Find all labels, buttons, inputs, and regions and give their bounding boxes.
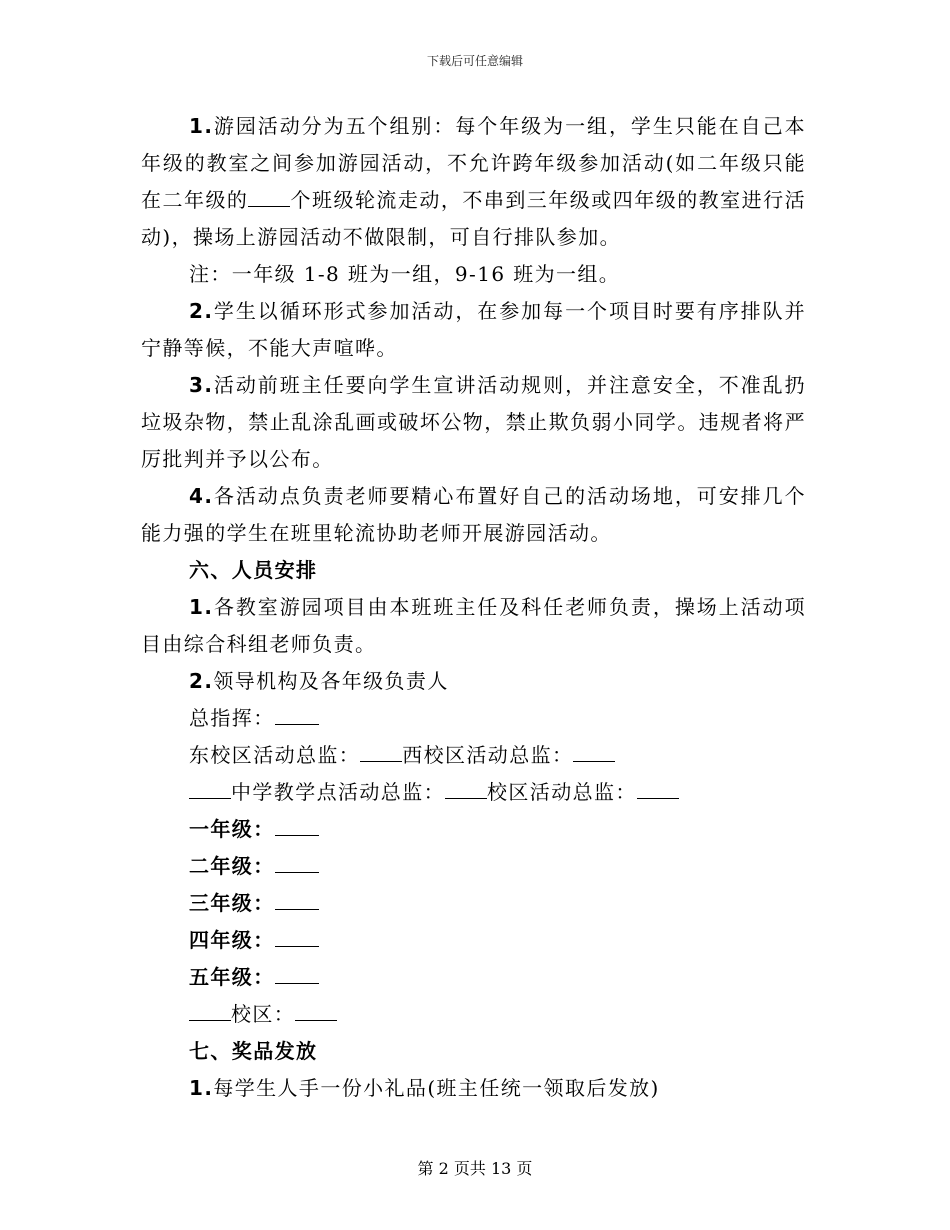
- rule-1-text-a: 游园活动分为五个组别：每个年级为一组，学生只能在自己本年级的教室之间参加游园活动，不允许跨年级参加活动(如二年级只能在二年级的: [141, 114, 806, 212]
- blank-line: [248, 184, 290, 207]
- s7-1-number: 1.: [189, 1076, 214, 1100]
- rule-1-text-b: 个班级轮流走动，不串到三年级或四年级的教室进行活动)，操场上游园活动不做限制，可自行排队参加。: [141, 188, 806, 249]
- rule-paragraph-3: [141, 367, 806, 478]
- campus-supervisors-line: [189, 737, 615, 774]
- rule-paragraph-2: [141, 293, 806, 367]
- grade-label: 二年级：: [189, 854, 275, 878]
- blank-line: [275, 924, 319, 947]
- section-7-paragraph-1: [189, 1070, 660, 1107]
- grade-label: 五年级：: [189, 965, 275, 989]
- grade-line-2: [189, 848, 319, 885]
- commander-label: 总指挥：: [189, 706, 275, 730]
- s6-2-number: 2.: [189, 669, 214, 693]
- blank-line: [275, 850, 319, 873]
- rule-1-number: 1.: [189, 114, 214, 138]
- note-line: 注：一年级 1-8 班为一组，9-16 班为一组。: [189, 262, 621, 286]
- s7-1-text: 每学生人手一份小礼品(班主任统一领取后发放): [213, 1076, 660, 1100]
- rule-paragraph-4: [141, 478, 806, 552]
- campus-line: [189, 996, 337, 1033]
- east-campus-label: 东校区活动总监：: [189, 743, 361, 767]
- grade-line-4: [189, 922, 319, 959]
- grade-label: 一年级：: [189, 817, 275, 841]
- blank-line: [295, 998, 337, 1021]
- blank-line: [275, 813, 319, 836]
- blank-line: [189, 776, 231, 799]
- rule-3-text: 活动前班主任要向学生宣讲活动规则，并注意安全，不准乱扔垃圾杂物，禁止乱涂乱画或破坏公物，禁止欺负弱小同学。违规者将严厉批判并予以公布。: [141, 373, 806, 471]
- s6-2-text: 领导机构及各年级负责人: [213, 669, 449, 693]
- grade-label: 三年级：: [189, 891, 275, 915]
- blank-line: [637, 776, 679, 799]
- page-footer: 第 2 页共 13 页: [417, 1159, 533, 1178]
- grade-line-1: [189, 811, 319, 848]
- rule-3-number: 3.: [189, 373, 214, 397]
- blank-line: [275, 887, 319, 910]
- rule-4-number: 4.: [189, 484, 214, 508]
- s6-1-number: 1.: [189, 595, 214, 619]
- middle-school-supervisors-line: [189, 774, 679, 811]
- grade-line-5: [189, 959, 319, 996]
- blank-line: [360, 739, 402, 762]
- rule-2-text: 学生以循环形式参加活动，在参加每一个项目时要有序排队并宁静等候，不能大声喧哗。: [141, 299, 806, 360]
- s6-1-text: 各教室游园项目由本班班主任及科任老师负责，操场上活动项目由综合科组老师负责。: [141, 595, 806, 656]
- grade-line-3: [189, 885, 319, 922]
- blank-line: [275, 961, 319, 984]
- commander-line: [189, 700, 319, 737]
- grade-label: 四年级：: [189, 928, 275, 952]
- rule-paragraph-1: [141, 108, 806, 256]
- middle-school-label: 中学教学点活动总监：: [231, 780, 445, 804]
- campus-supervisor-label: 校区活动总监：: [487, 780, 637, 804]
- section-6-title: 六、人员安排: [189, 558, 318, 582]
- west-campus-label: 西校区活动总监：: [402, 743, 574, 767]
- campus-label: 校区：: [231, 1002, 296, 1026]
- rule-2-number: 2.: [189, 299, 214, 323]
- section-7-title: 七、奖品发放: [189, 1039, 318, 1063]
- blank-line: [445, 776, 487, 799]
- blank-line: [275, 702, 319, 725]
- section-6-paragraph-2: [189, 663, 449, 700]
- section-6-paragraph-1: [141, 589, 806, 663]
- blank-line: [573, 739, 615, 762]
- rule-4-text: 各活动点负责老师要精心布置好自己的活动场地，可安排几个能力强的学生在班里轮流协助老师开展游园活动。: [141, 484, 806, 545]
- page-header: 下载后可任意编辑: [426, 54, 523, 68]
- blank-line: [189, 998, 231, 1021]
